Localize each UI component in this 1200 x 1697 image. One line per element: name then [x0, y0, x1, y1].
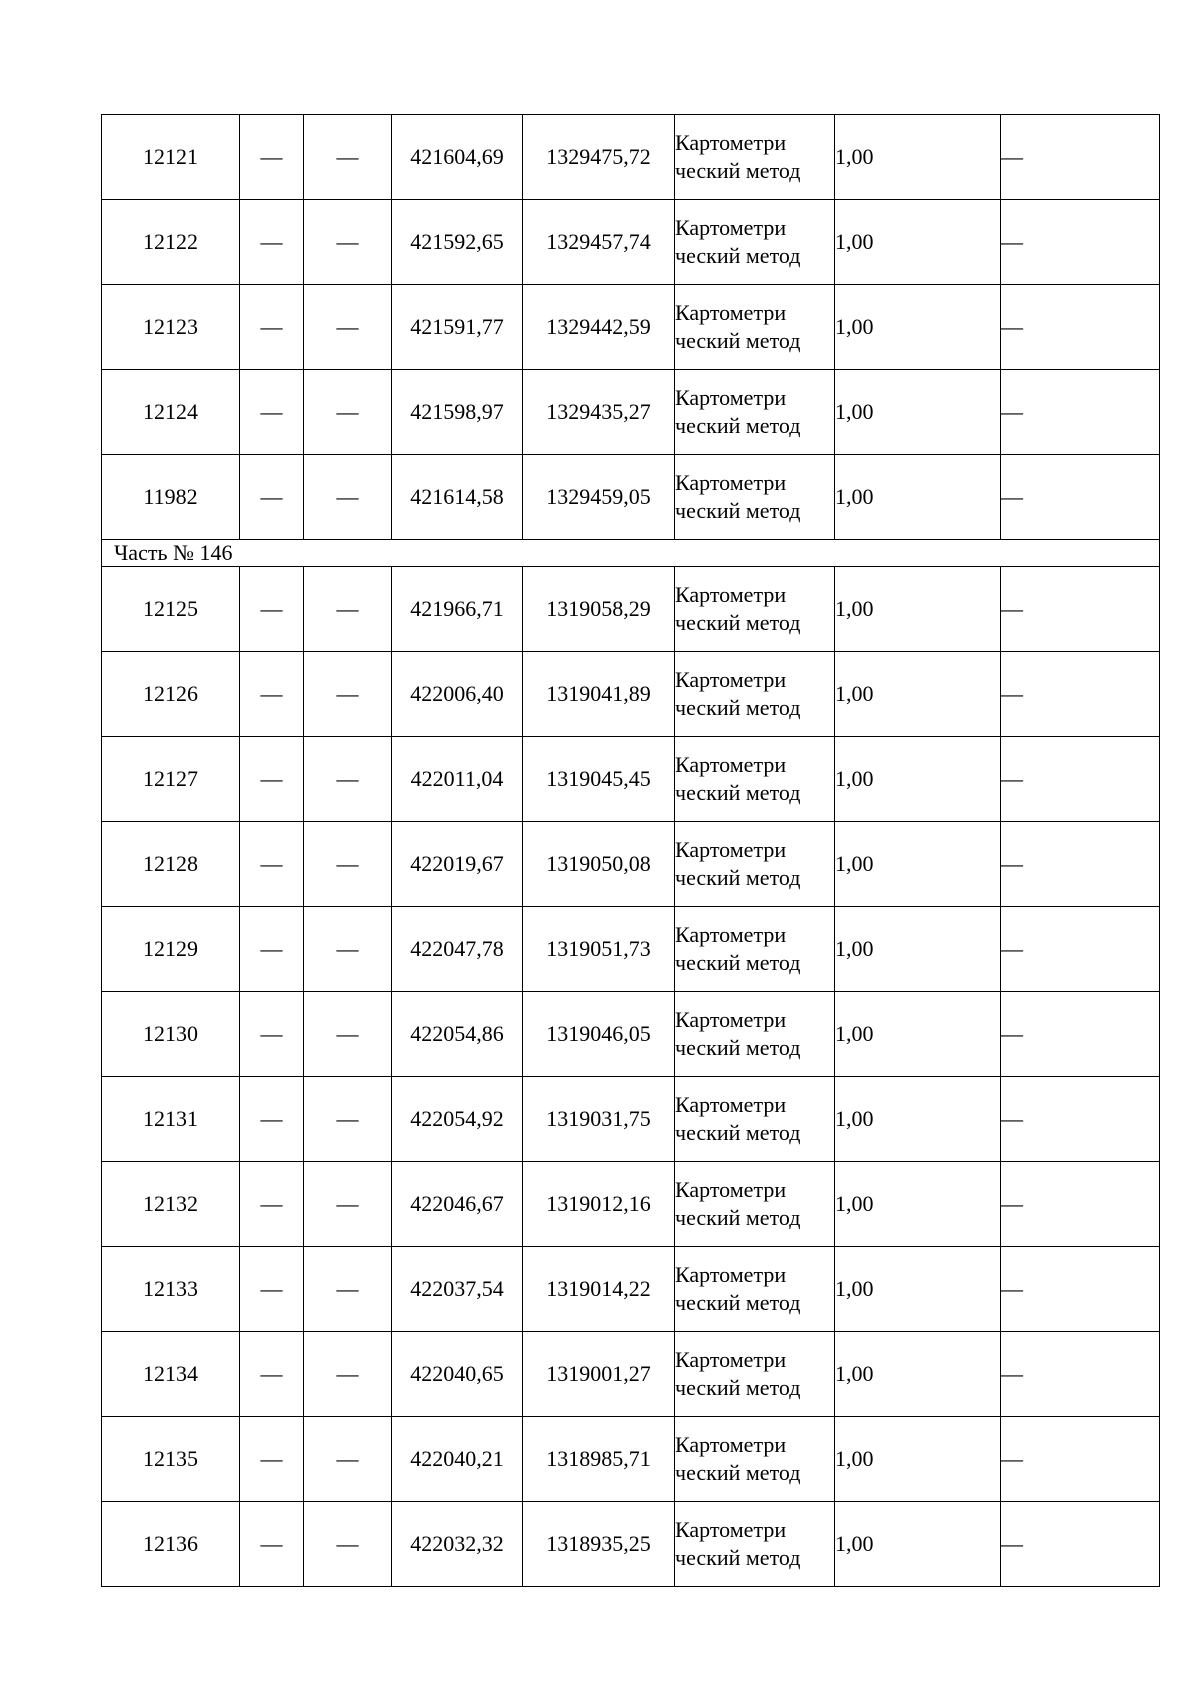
- dash-cell: —: [240, 455, 304, 540]
- accuracy-cell: 1,00: [835, 1502, 1001, 1587]
- point-number-cell: 12128: [102, 822, 240, 907]
- y-coordinate-cell: 1319031,75: [523, 1077, 675, 1162]
- point-number-cell: 12121: [102, 115, 240, 200]
- point-number-cell: 11982: [102, 455, 240, 540]
- dash-cell: —: [240, 567, 304, 652]
- y-coordinate-cell: 1318935,25: [523, 1502, 675, 1587]
- dash-cell: —: [240, 1077, 304, 1162]
- method-cell: Картометри ческий метод: [675, 455, 835, 540]
- point-number-cell: 12131: [102, 1077, 240, 1162]
- table-row: [102, 1247, 1160, 1332]
- x-coordinate-cell: 422011,04: [392, 737, 523, 822]
- note-cell: —: [1001, 567, 1160, 652]
- x-coordinate-cell: 421614,58: [392, 455, 523, 540]
- x-coordinate-cell: 422054,86: [392, 992, 523, 1077]
- point-number-cell: 12132: [102, 1162, 240, 1247]
- note-cell: —: [1001, 1162, 1160, 1247]
- note-cell: —: [1001, 652, 1160, 737]
- note-cell: —: [1001, 1502, 1160, 1587]
- dash-cell: —: [304, 1332, 392, 1417]
- dash-cell: —: [240, 822, 304, 907]
- part-header-row: [102, 540, 1160, 567]
- method-cell: Картометри ческий метод: [675, 992, 835, 1077]
- dash-cell: —: [240, 1332, 304, 1417]
- dash-cell: —: [304, 115, 392, 200]
- method-cell: Картометри ческий метод: [675, 115, 835, 200]
- y-coordinate-cell: 1319058,29: [523, 567, 675, 652]
- dash-cell: —: [304, 455, 392, 540]
- accuracy-cell: 1,00: [835, 200, 1001, 285]
- table-row: [102, 1332, 1160, 1417]
- point-number-cell: 12125: [102, 567, 240, 652]
- x-coordinate-cell: 422019,67: [392, 822, 523, 907]
- table-row: [102, 455, 1160, 540]
- accuracy-cell: 1,00: [835, 1162, 1001, 1247]
- note-cell: —: [1001, 1247, 1160, 1332]
- accuracy-cell: 1,00: [835, 992, 1001, 1077]
- point-number-cell: 12126: [102, 652, 240, 737]
- x-coordinate-cell: 422037,54: [392, 1247, 523, 1332]
- note-cell: —: [1001, 1417, 1160, 1502]
- dash-cell: —: [240, 115, 304, 200]
- note-cell: —: [1001, 200, 1160, 285]
- table-row: [102, 200, 1160, 285]
- dash-cell: —: [304, 200, 392, 285]
- point-number-cell: 12127: [102, 737, 240, 822]
- part-title: Часть № 146: [102, 540, 1160, 567]
- dash-cell: —: [240, 1502, 304, 1587]
- note-cell: —: [1001, 1077, 1160, 1162]
- table-body: [102, 115, 1160, 1587]
- accuracy-cell: 1,00: [835, 737, 1001, 822]
- x-coordinate-cell: 422032,32: [392, 1502, 523, 1587]
- x-coordinate-cell: 422047,78: [392, 907, 523, 992]
- point-number-cell: 12124: [102, 370, 240, 455]
- table-row: [102, 822, 1160, 907]
- method-cell: Картометри ческий метод: [675, 652, 835, 737]
- point-number-cell: 12135: [102, 1417, 240, 1502]
- y-coordinate-cell: 1319051,73: [523, 907, 675, 992]
- y-coordinate-cell: 1319050,08: [523, 822, 675, 907]
- x-coordinate-cell: 421592,65: [392, 200, 523, 285]
- x-coordinate-cell: 421604,69: [392, 115, 523, 200]
- dash-cell: —: [304, 1417, 392, 1502]
- method-cell: Картометри ческий метод: [675, 907, 835, 992]
- accuracy-cell: 1,00: [835, 1332, 1001, 1417]
- x-coordinate-cell: 421591,77: [392, 285, 523, 370]
- accuracy-cell: 1,00: [835, 907, 1001, 992]
- dash-cell: —: [240, 200, 304, 285]
- method-cell: Картометри ческий метод: [675, 370, 835, 455]
- x-coordinate-cell: 422040,65: [392, 1332, 523, 1417]
- table-row: [102, 907, 1160, 992]
- dash-cell: —: [240, 992, 304, 1077]
- y-coordinate-cell: 1329435,27: [523, 370, 675, 455]
- table-row: [102, 370, 1160, 455]
- table-row: [102, 1417, 1160, 1502]
- x-coordinate-cell: 422006,40: [392, 652, 523, 737]
- note-cell: —: [1001, 455, 1160, 540]
- method-cell: Картометри ческий метод: [675, 1417, 835, 1502]
- point-number-cell: 12130: [102, 992, 240, 1077]
- method-cell: Картометри ческий метод: [675, 567, 835, 652]
- dash-cell: —: [304, 567, 392, 652]
- note-cell: —: [1001, 1332, 1160, 1417]
- note-cell: —: [1001, 992, 1160, 1077]
- point-number-cell: 12123: [102, 285, 240, 370]
- method-cell: Картометри ческий метод: [675, 1162, 835, 1247]
- dash-cell: —: [240, 652, 304, 737]
- dash-cell: —: [240, 907, 304, 992]
- table-row: [102, 1502, 1160, 1587]
- dash-cell: —: [304, 1247, 392, 1332]
- accuracy-cell: 1,00: [835, 567, 1001, 652]
- x-coordinate-cell: 422054,92: [392, 1077, 523, 1162]
- y-coordinate-cell: 1319014,22: [523, 1247, 675, 1332]
- y-coordinate-cell: 1319001,27: [523, 1332, 675, 1417]
- dash-cell: —: [304, 737, 392, 822]
- table-row: [102, 567, 1160, 652]
- method-cell: Картометри ческий метод: [675, 200, 835, 285]
- method-cell: Картометри ческий метод: [675, 1502, 835, 1587]
- point-number-cell: 12133: [102, 1247, 240, 1332]
- point-number-cell: 12136: [102, 1502, 240, 1587]
- dash-cell: —: [304, 822, 392, 907]
- note-cell: —: [1001, 822, 1160, 907]
- y-coordinate-cell: 1329475,72: [523, 115, 675, 200]
- note-cell: —: [1001, 737, 1160, 822]
- table-row: [102, 652, 1160, 737]
- dash-cell: —: [240, 1162, 304, 1247]
- dash-cell: —: [304, 1162, 392, 1247]
- dash-cell: —: [304, 285, 392, 370]
- point-number-cell: 12134: [102, 1332, 240, 1417]
- accuracy-cell: 1,00: [835, 1247, 1001, 1332]
- x-coordinate-cell: 421966,71: [392, 567, 523, 652]
- point-number-cell: 12129: [102, 907, 240, 992]
- table-row: [102, 992, 1160, 1077]
- method-cell: Картометри ческий метод: [675, 822, 835, 907]
- table-row: [102, 1077, 1160, 1162]
- y-coordinate-cell: 1319045,45: [523, 737, 675, 822]
- x-coordinate-cell: 422040,21: [392, 1417, 523, 1502]
- method-cell: Картометри ческий метод: [675, 1077, 835, 1162]
- method-cell: Картометри ческий метод: [675, 1247, 835, 1332]
- dash-cell: —: [240, 737, 304, 822]
- accuracy-cell: 1,00: [835, 652, 1001, 737]
- x-coordinate-cell: 421598,97: [392, 370, 523, 455]
- dash-cell: —: [240, 1417, 304, 1502]
- y-coordinate-cell: 1319012,16: [523, 1162, 675, 1247]
- dash-cell: —: [304, 907, 392, 992]
- table-row: [102, 737, 1160, 822]
- coordinates-table: [101, 114, 1160, 1587]
- y-coordinate-cell: 1318985,71: [523, 1417, 675, 1502]
- accuracy-cell: 1,00: [835, 285, 1001, 370]
- dash-cell: —: [304, 1077, 392, 1162]
- method-cell: Картометри ческий метод: [675, 1332, 835, 1417]
- dash-cell: —: [304, 370, 392, 455]
- accuracy-cell: 1,00: [835, 1077, 1001, 1162]
- table-row: [102, 115, 1160, 200]
- accuracy-cell: 1,00: [835, 370, 1001, 455]
- accuracy-cell: 1,00: [835, 455, 1001, 540]
- note-cell: —: [1001, 285, 1160, 370]
- y-coordinate-cell: 1319046,05: [523, 992, 675, 1077]
- method-cell: Картометри ческий метод: [675, 285, 835, 370]
- accuracy-cell: 1,00: [835, 115, 1001, 200]
- x-coordinate-cell: 422046,67: [392, 1162, 523, 1247]
- note-cell: —: [1001, 370, 1160, 455]
- dash-cell: —: [304, 652, 392, 737]
- y-coordinate-cell: 1329442,59: [523, 285, 675, 370]
- table-row: [102, 1162, 1160, 1247]
- y-coordinate-cell: 1329459,05: [523, 455, 675, 540]
- note-cell: —: [1001, 907, 1160, 992]
- dash-cell: —: [240, 370, 304, 455]
- dash-cell: —: [304, 992, 392, 1077]
- dash-cell: —: [304, 1502, 392, 1587]
- dash-cell: —: [240, 1247, 304, 1332]
- y-coordinate-cell: 1329457,74: [523, 200, 675, 285]
- table-row: [102, 285, 1160, 370]
- point-number-cell: 12122: [102, 200, 240, 285]
- dash-cell: —: [240, 285, 304, 370]
- accuracy-cell: 1,00: [835, 822, 1001, 907]
- accuracy-cell: 1,00: [835, 1417, 1001, 1502]
- y-coordinate-cell: 1319041,89: [523, 652, 675, 737]
- method-cell: Картометри ческий метод: [675, 737, 835, 822]
- note-cell: —: [1001, 115, 1160, 200]
